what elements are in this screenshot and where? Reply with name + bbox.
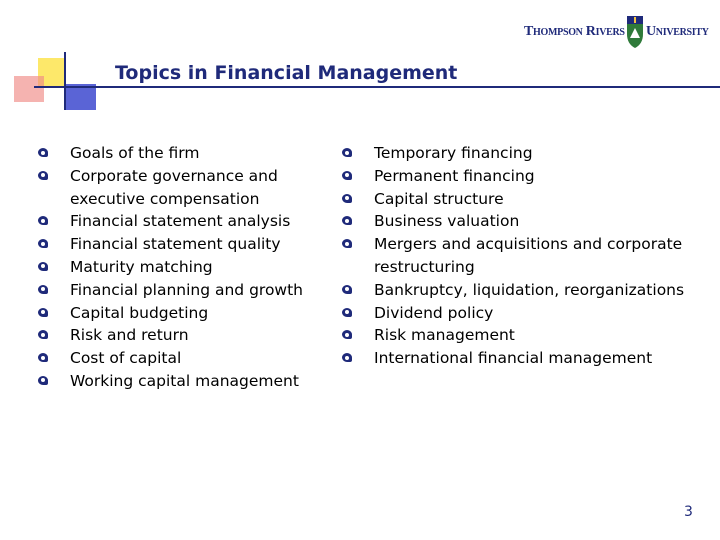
topic-label: Risk and return: [70, 326, 189, 345]
logo-text-left: Thompson Rivers: [524, 24, 625, 39]
slide-title: Topics in Financial Management: [115, 62, 458, 84]
topic-label: Working capital management: [70, 371, 299, 390]
university-logo: [524, 14, 710, 50]
title-underline-rule: [34, 86, 720, 88]
topic-item: [38, 142, 328, 165]
square-bullet-icon: [38, 239, 48, 248]
square-bullet-icon: [38, 285, 48, 294]
square-bullet-icon: [38, 308, 48, 317]
square-bullet-icon: [342, 239, 352, 248]
topic-item: [342, 233, 712, 279]
topic-label: Financial statement quality: [70, 235, 281, 254]
topic-item: [342, 188, 712, 211]
square-bullet-icon: [38, 148, 48, 157]
square-bullet-icon: [342, 216, 352, 225]
square-bullet-icon: [38, 353, 48, 362]
topic-item: [38, 347, 328, 370]
topic-item: [38, 279, 328, 302]
square-bullet-icon: [342, 330, 352, 339]
topic-label: Temporary financing: [374, 144, 533, 162]
topic-item: [38, 324, 328, 347]
topic-label: Financial planning and growth: [70, 280, 304, 299]
square-bullet-icon: [38, 376, 48, 385]
topic-label: Capital budgeting: [70, 303, 209, 322]
university-shield-icon: [625, 14, 645, 50]
topic-label: Permanent financing: [374, 166, 535, 185]
square-bullet-icon: [342, 285, 352, 294]
topic-label: Bankruptcy, liquidation, reorganizations: [374, 280, 685, 299]
topic-label: Corporate governance and executive compensation: [70, 166, 278, 208]
topic-label: International financial management: [374, 349, 653, 368]
topic-item: [342, 165, 712, 188]
topic-label: Financial statement analysis: [70, 212, 291, 231]
square-bullet-icon: [38, 216, 48, 225]
topic-item: [38, 233, 328, 256]
topic-item: [342, 210, 712, 233]
topic-label: Business valuation: [374, 212, 520, 231]
topic-label: Dividend policy: [374, 303, 494, 322]
square-bullet-icon: [342, 171, 352, 180]
topic-item: [38, 165, 328, 211]
topic-label: Mergers and acquisitions and corporate restructuring: [374, 235, 683, 276]
page-number: 3: [684, 504, 693, 520]
square-bullet-icon: [342, 308, 352, 317]
topic-item: [38, 256, 328, 279]
topic-label: Capital structure: [374, 189, 504, 208]
topic-label: Cost of capital: [70, 349, 182, 368]
square-bullet-icon: [38, 171, 48, 180]
topic-item: [342, 324, 712, 347]
square-bullet-icon: [342, 148, 352, 157]
square-bullet-icon: [38, 330, 48, 339]
topic-item: [342, 302, 712, 325]
topic-item: [342, 279, 712, 302]
topic-label: Risk management: [374, 326, 515, 345]
decor-vertical-rule: [64, 52, 66, 110]
topic-label: Maturity matching: [70, 257, 213, 276]
topic-item: [38, 370, 328, 393]
right-topic-list: [342, 142, 712, 370]
square-bullet-icon: [38, 262, 48, 271]
left-topic-list: [38, 142, 328, 393]
topic-item: [342, 142, 712, 165]
topic-item: [342, 347, 712, 370]
logo-text-right: University: [646, 24, 709, 39]
topic-item: [38, 210, 328, 233]
decor-red-square: [14, 76, 44, 102]
square-bullet-icon: [342, 353, 352, 362]
topic-label: Goals of the firm: [70, 144, 200, 162]
square-bullet-icon: [342, 194, 352, 203]
topic-item: [38, 302, 328, 325]
